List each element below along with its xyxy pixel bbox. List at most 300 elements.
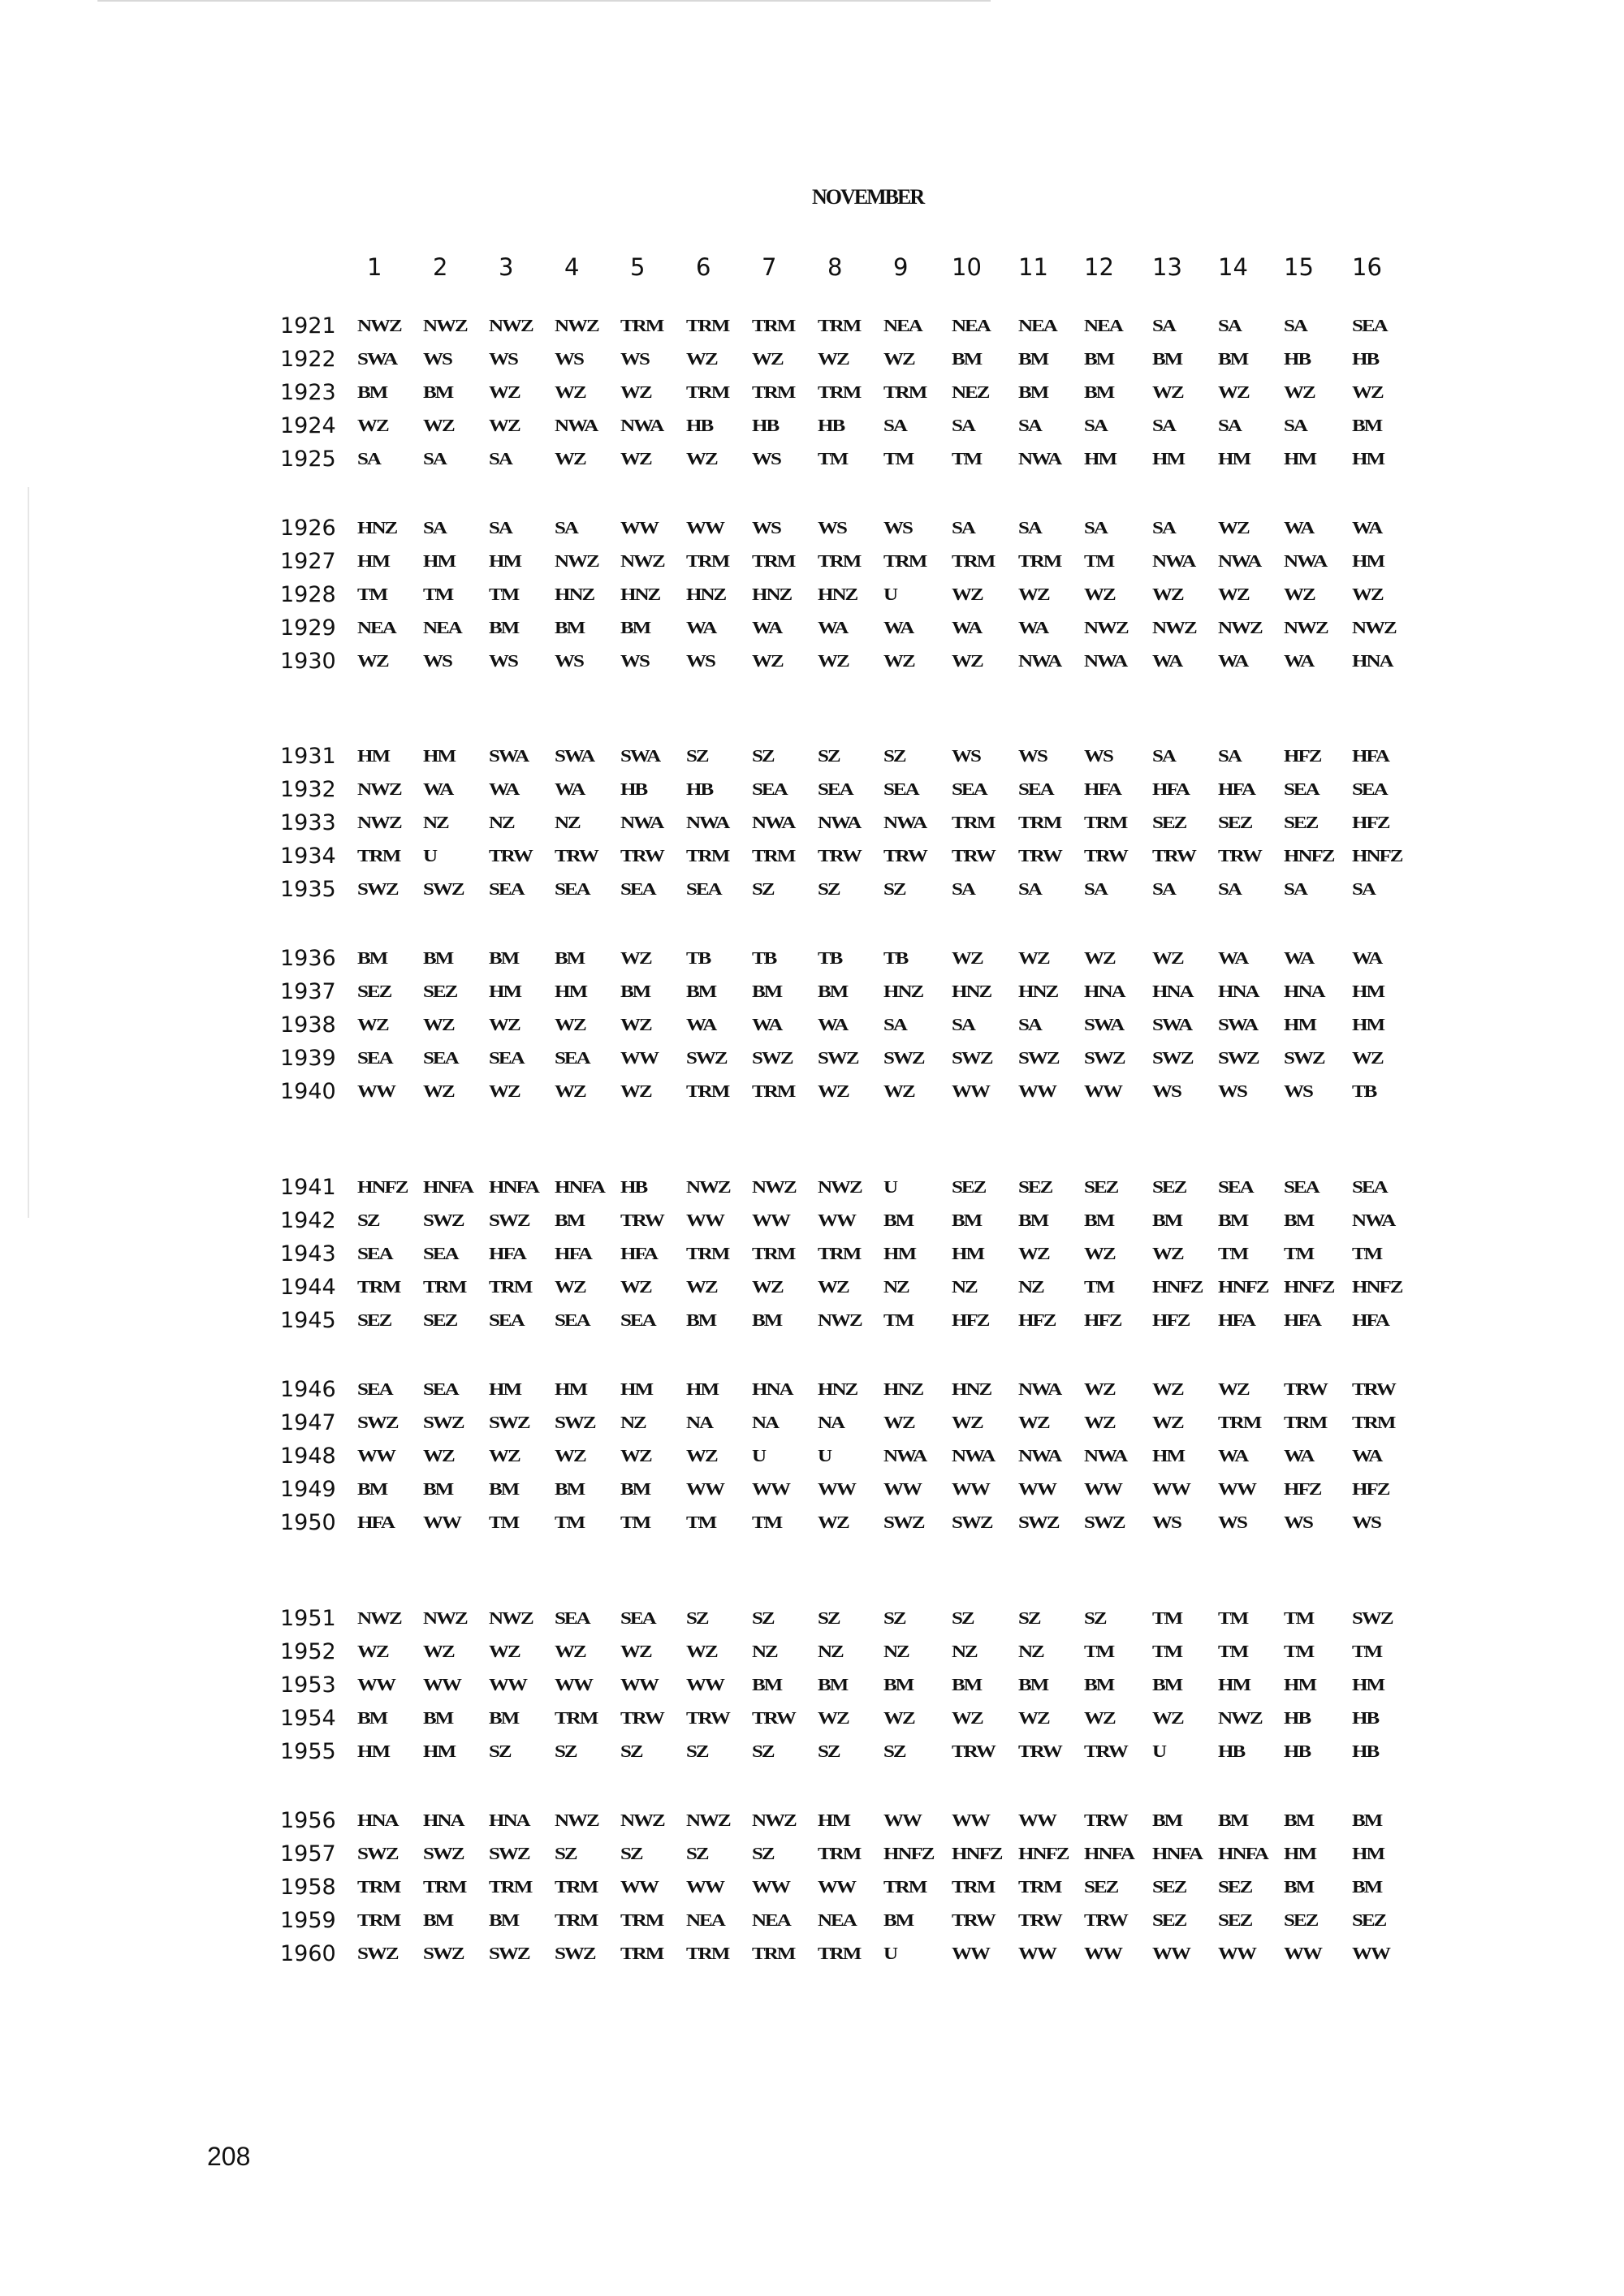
- weather-code-cell: WZ: [620, 949, 651, 968]
- weather-code-cell: TRM: [1284, 1413, 1327, 1432]
- weather-code-cell: NWZ: [423, 1609, 467, 1628]
- weather-code-cell: HM: [489, 1380, 521, 1399]
- weather-code-cell: SEA: [883, 780, 918, 799]
- weather-code-cell: NEA: [423, 619, 461, 637]
- weather-code-cell: WS: [1218, 1513, 1246, 1532]
- weather-code-cell: SWZ: [423, 1211, 464, 1230]
- weather-code-cell: TRM: [752, 383, 795, 402]
- weather-code-cell: SZ: [883, 1742, 905, 1761]
- weather-code-cell: TRW: [1084, 1811, 1127, 1830]
- weather-code-cell: TRW: [952, 1911, 995, 1930]
- weather-code-cell: SEA: [752, 780, 787, 799]
- weather-code-cell: WA: [686, 1016, 716, 1034]
- weather-code-cell: HM: [423, 552, 456, 571]
- weather-code-cell: HNZ: [818, 585, 857, 604]
- day-header: 2: [433, 253, 448, 281]
- weather-code-cell: BM: [555, 1211, 585, 1230]
- weather-code-cell: TRM: [752, 552, 795, 571]
- weather-code-cell: NWZ: [620, 1811, 664, 1830]
- weather-code-cell: WZ: [1352, 1049, 1383, 1068]
- weather-code-cell: NWA: [752, 814, 795, 832]
- weather-code-cell: TM: [1084, 1278, 1114, 1297]
- weather-code-cell: BM: [1084, 350, 1114, 369]
- weather-code-cell: SEA: [818, 780, 853, 799]
- weather-code-cell: BM: [423, 383, 453, 402]
- weather-code-cell: NWZ: [555, 552, 598, 571]
- weather-code-cell: HFA: [1218, 780, 1255, 799]
- weather-code-cell: WZ: [1218, 383, 1249, 402]
- weather-code-cell: SZ: [620, 1845, 642, 1863]
- weather-code-cell: WZ: [489, 1016, 520, 1034]
- weather-code-cell: SA: [423, 450, 446, 468]
- weather-code-cell: TRW: [1152, 847, 1195, 865]
- weather-code-cell: BM: [620, 1480, 650, 1499]
- weather-code-cell: TRM: [620, 317, 663, 335]
- year-label: 1931: [280, 744, 336, 769]
- weather-code-cell: SWZ: [1284, 1049, 1324, 1068]
- weather-code-cell: HM: [686, 1380, 719, 1399]
- year-label: 1957: [280, 1841, 336, 1867]
- weather-code-cell: BM: [883, 1911, 914, 1930]
- weather-code-cell: SWZ: [752, 1049, 793, 1068]
- weather-code-cell: HB: [1352, 1709, 1379, 1728]
- weather-code-cell: TM: [1152, 1609, 1182, 1628]
- weather-code-cell: HM: [357, 747, 390, 766]
- weather-code-cell: TRW: [555, 847, 598, 865]
- weather-code-cell: WZ: [1018, 949, 1049, 968]
- weather-code-cell: SEZ: [1152, 1878, 1186, 1897]
- day-header: 14: [1218, 253, 1248, 281]
- weather-code-cell: WZ: [1152, 949, 1183, 968]
- weather-code-cell: HFZ: [1152, 1311, 1190, 1330]
- weather-code-cell: BM: [555, 619, 585, 637]
- weather-code-cell: SZ: [818, 1609, 840, 1628]
- weather-code-cell: HM: [952, 1245, 984, 1263]
- weather-code-cell: NWA: [1018, 450, 1061, 468]
- weather-code-cell: SEA: [489, 1311, 524, 1330]
- weather-code-cell: HM: [1284, 1676, 1316, 1694]
- weather-code-cell: HNFA: [489, 1178, 538, 1197]
- weather-code-cell: WZ: [489, 1082, 520, 1101]
- weather-code-cell: SZ: [883, 747, 905, 766]
- weather-code-cell: SA: [423, 519, 446, 537]
- weather-code-cell: TM: [1084, 552, 1114, 571]
- weather-code-cell: SWZ: [686, 1049, 727, 1068]
- weather-code-cell: SWZ: [952, 1049, 992, 1068]
- weather-code-cell: WZ: [686, 1278, 717, 1297]
- month-title: NOVEMBER: [812, 185, 924, 209]
- weather-code-cell: HNFZ: [1152, 1278, 1203, 1297]
- year-label: 1946: [280, 1377, 336, 1402]
- weather-code-cell: BM: [1152, 1811, 1182, 1830]
- weather-code-cell: WA: [1018, 619, 1048, 637]
- weather-code-cell: WZ: [620, 1082, 651, 1101]
- weather-code-cell: HNA: [752, 1380, 793, 1399]
- weather-code-cell: TRM: [686, 847, 729, 865]
- weather-code-cell: SWZ: [357, 1944, 398, 1963]
- day-header: 1: [367, 253, 382, 281]
- day-header: 12: [1084, 253, 1114, 281]
- weather-code-cell: NZ: [620, 1413, 646, 1432]
- weather-code-cell: WW: [686, 1211, 723, 1230]
- page-number: 208: [207, 2142, 251, 2171]
- weather-code-cell: TRM: [818, 1845, 861, 1863]
- weather-code-cell: TRM: [883, 383, 926, 402]
- weather-code-cell: WA: [489, 780, 519, 799]
- weather-code-cell: WZ: [1284, 383, 1315, 402]
- weather-code-cell: NWZ: [555, 1811, 598, 1830]
- weather-code-cell: SEZ: [423, 1311, 457, 1330]
- weather-code-cell: SA: [952, 880, 974, 899]
- weather-code-cell: WW: [686, 1480, 723, 1499]
- year-label: 1926: [280, 516, 336, 541]
- weather-code-cell: WW: [555, 1676, 592, 1694]
- weather-code-cell: HNFZ: [1352, 1278, 1402, 1297]
- weather-code-cell: SEA: [1218, 1178, 1253, 1197]
- weather-code-cell: WZ: [1352, 585, 1383, 604]
- weather-code-cell: WA: [1284, 949, 1314, 968]
- weather-code-cell: HNZ: [752, 585, 792, 604]
- weather-code-cell: NWA: [1284, 552, 1327, 571]
- weather-code-cell: WW: [1218, 1944, 1255, 1963]
- weather-code-cell: NWA: [1084, 1447, 1127, 1465]
- day-header: 8: [827, 253, 843, 281]
- weather-code-cell: NWA: [1084, 652, 1127, 671]
- weather-code-cell: BM: [1084, 1676, 1114, 1694]
- year-label: 1950: [280, 1510, 336, 1535]
- weather-code-cell: NEA: [818, 1911, 856, 1930]
- weather-code-cell: TM: [1284, 1642, 1314, 1661]
- weather-code-cell: WW: [620, 1049, 658, 1068]
- weather-code-cell: SA: [1018, 519, 1041, 537]
- weather-code-cell: WZ: [357, 1016, 388, 1034]
- weather-code-cell: SEZ: [1018, 1178, 1052, 1197]
- weather-code-cell: WZ: [620, 450, 651, 468]
- weather-code-cell: WZ: [423, 1016, 454, 1034]
- weather-code-cell: NWZ: [1284, 619, 1328, 637]
- weather-code-cell: WZ: [489, 416, 520, 435]
- weather-code-cell: TRM: [423, 1878, 466, 1897]
- weather-code-cell: TRW: [489, 847, 532, 865]
- weather-code-cell: TRM: [818, 383, 861, 402]
- weather-code-cell: U: [883, 1178, 897, 1197]
- weather-code-cell: TM: [686, 1513, 716, 1532]
- weather-code-cell: NWZ: [1218, 619, 1262, 637]
- weather-code-cell: WZ: [818, 1278, 849, 1297]
- weather-code-cell: SWZ: [1084, 1513, 1125, 1532]
- weather-code-cell: WZ: [952, 1709, 983, 1728]
- weather-code-cell: SEA: [952, 780, 987, 799]
- weather-code-cell: SZ: [620, 1742, 642, 1761]
- weather-code-cell: HNA: [1152, 982, 1193, 1001]
- weather-code-cell: TRW: [1018, 1742, 1061, 1761]
- weather-code-cell: SZ: [686, 1742, 708, 1761]
- day-header: 5: [630, 253, 646, 281]
- weather-code-cell: WS: [818, 519, 846, 537]
- weather-code-cell: WA: [1284, 652, 1314, 671]
- weather-code-cell: SEA: [423, 1049, 458, 1068]
- weather-code-cell: SEZ: [1152, 1911, 1186, 1930]
- weather-code-cell: WA: [818, 1016, 848, 1034]
- weather-code-cell: TRM: [423, 1278, 466, 1297]
- weather-code-cell: HFA: [1152, 780, 1189, 799]
- weather-code-cell: HB: [1284, 350, 1311, 369]
- weather-code-cell: SZ: [883, 1609, 905, 1628]
- scan-margin-line: [28, 487, 29, 1218]
- weather-code-cell: NEA: [357, 619, 395, 637]
- weather-code-cell: WZ: [686, 1642, 717, 1661]
- weather-code-cell: TRM: [555, 1878, 598, 1897]
- weather-code-cell: BM: [1152, 350, 1182, 369]
- weather-code-cell: SA: [1284, 317, 1307, 335]
- weather-code-cell: TRW: [952, 1742, 995, 1761]
- weather-code-cell: SWZ: [489, 1211, 529, 1230]
- weather-code-cell: NWZ: [357, 780, 401, 799]
- weather-code-cell: TB: [883, 949, 908, 968]
- weather-code-cell: NWA: [1018, 1447, 1061, 1465]
- weather-code-cell: WW: [686, 1676, 723, 1694]
- weather-code-cell: NEA: [686, 1911, 724, 1930]
- weather-code-cell: WZ: [620, 1278, 651, 1297]
- weather-code-cell: HNA: [1352, 652, 1393, 671]
- weather-code-cell: SZ: [952, 1609, 974, 1628]
- weather-code-cell: WZ: [555, 1278, 585, 1297]
- weather-code-cell: HNFZ: [1284, 1278, 1334, 1297]
- weather-code-cell: TM: [423, 585, 453, 604]
- weather-code-cell: SZ: [752, 880, 774, 899]
- weather-code-cell: SZ: [555, 1742, 577, 1761]
- weather-code-cell: U: [883, 1944, 897, 1963]
- weather-code-cell: BM: [1352, 1878, 1382, 1897]
- weather-code-cell: WW: [620, 519, 658, 537]
- weather-code-cell: HNFZ: [952, 1845, 1002, 1863]
- weather-code-cell: WZ: [952, 585, 983, 604]
- weather-code-cell: WW: [357, 1447, 395, 1465]
- weather-code-cell: SEA: [620, 880, 655, 899]
- weather-code-cell: NWZ: [752, 1811, 796, 1830]
- day-header: 3: [499, 253, 514, 281]
- weather-code-cell: NWA: [952, 1447, 995, 1465]
- weather-code-cell: WW: [489, 1676, 526, 1694]
- weather-code-cell: WZ: [423, 1642, 454, 1661]
- weather-code-cell: SEA: [555, 1609, 590, 1628]
- weather-code-cell: WA: [555, 780, 585, 799]
- weather-code-cell: HM: [883, 1245, 916, 1263]
- weather-code-cell: U: [818, 1447, 831, 1465]
- weather-code-cell: NEA: [883, 317, 922, 335]
- weather-code-cell: TRM: [686, 383, 729, 402]
- weather-code-cell: WW: [752, 1211, 789, 1230]
- weather-code-cell: NWZ: [1152, 619, 1196, 637]
- weather-code-cell: NWZ: [489, 1609, 533, 1628]
- year-label: 1939: [280, 1046, 336, 1071]
- weather-code-cell: HM: [1352, 1016, 1384, 1034]
- weather-code-cell: NZ: [555, 814, 580, 832]
- weather-code-cell: HNA: [1218, 982, 1259, 1001]
- weather-code-cell: HNZ: [686, 585, 726, 604]
- weather-code-cell: SZ: [818, 1742, 840, 1761]
- year-label: 1929: [280, 615, 336, 641]
- weather-code-cell: HNZ: [883, 1380, 923, 1399]
- weather-code-cell: WA: [1152, 652, 1182, 671]
- weather-code-cell: BM: [818, 982, 848, 1001]
- weather-code-cell: SWZ: [555, 1413, 595, 1432]
- weather-code-cell: NWZ: [489, 317, 533, 335]
- weather-code-cell: HM: [1352, 450, 1384, 468]
- weather-code-cell: SWZ: [1218, 1049, 1259, 1068]
- weather-code-cell: WW: [1084, 1480, 1121, 1499]
- weather-code-cell: NEA: [952, 317, 990, 335]
- weather-code-cell: WS: [952, 747, 980, 766]
- weather-code-cell: BM: [423, 1911, 453, 1930]
- weather-code-cell: TRW: [1352, 1380, 1395, 1399]
- weather-code-cell: TB: [818, 949, 842, 968]
- weather-code-cell: TRM: [686, 1944, 729, 1963]
- weather-code-cell: HFA: [620, 1245, 657, 1263]
- weather-code-cell: HNZ: [357, 519, 397, 537]
- weather-code-cell: SEZ: [1084, 1878, 1118, 1897]
- weather-code-cell: WZ: [1084, 1245, 1115, 1263]
- weather-code-cell: TRM: [952, 1878, 995, 1897]
- year-label: 1951: [280, 1606, 336, 1631]
- weather-code-cell: SZ: [686, 747, 708, 766]
- weather-code-cell: WW: [620, 1878, 658, 1897]
- weather-code-cell: WW: [818, 1211, 855, 1230]
- weather-code-cell: TM: [489, 1513, 519, 1532]
- weather-code-cell: TRM: [818, 317, 861, 335]
- weather-code-cell: BM: [357, 1480, 387, 1499]
- weather-code-cell: HNFA: [555, 1178, 604, 1197]
- weather-code-cell: WZ: [686, 450, 717, 468]
- weather-code-cell: NWA: [1352, 1211, 1395, 1230]
- weather-code-cell: SEZ: [1152, 1178, 1186, 1197]
- weather-code-cell: SZ: [752, 747, 774, 766]
- weather-code-cell: WZ: [752, 350, 783, 369]
- weather-code-cell: SWZ: [423, 1413, 464, 1432]
- day-header: 6: [696, 253, 711, 281]
- weather-code-cell: NWZ: [555, 317, 598, 335]
- weather-code-cell: HNFA: [1152, 1845, 1202, 1863]
- weather-code-cell: WA: [1352, 949, 1382, 968]
- weather-code-cell: HFZ: [1284, 747, 1321, 766]
- weather-code-cell: NZ: [423, 814, 448, 832]
- year-label: 1928: [280, 582, 336, 607]
- weather-code-cell: U: [752, 1447, 766, 1465]
- weather-code-cell: HM: [357, 1742, 390, 1761]
- weather-code-cell: WZ: [620, 1642, 651, 1661]
- weather-code-cell: BM: [1018, 383, 1048, 402]
- weather-code-cell: WW: [952, 1082, 989, 1101]
- weather-code-cell: BM: [1018, 350, 1048, 369]
- year-label: 1960: [280, 1941, 336, 1966]
- year-label: 1933: [280, 810, 336, 835]
- weather-code-cell: TM: [1084, 1642, 1114, 1661]
- weather-code-cell: HM: [1084, 450, 1116, 468]
- weather-code-cell: TB: [686, 949, 710, 968]
- weather-code-cell: WZ: [686, 350, 717, 369]
- weather-code-cell: NA: [752, 1413, 779, 1432]
- weather-code-cell: SEA: [489, 1049, 524, 1068]
- weather-code-cell: WS: [686, 652, 715, 671]
- weather-code-cell: SA: [883, 416, 906, 435]
- weather-code-cell: TRM: [883, 1878, 926, 1897]
- year-label: 1932: [280, 777, 336, 802]
- weather-code-cell: SA: [952, 1016, 974, 1034]
- year-label: 1959: [280, 1908, 336, 1933]
- weather-code-cell: TM: [883, 450, 914, 468]
- weather-code-cell: HNFA: [423, 1178, 473, 1197]
- year-label: 1925: [280, 447, 336, 472]
- weather-code-cell: HM: [1218, 450, 1250, 468]
- weather-code-cell: NWZ: [620, 552, 664, 571]
- weather-code-cell: BM: [489, 949, 519, 968]
- weather-code-cell: NZ: [818, 1642, 843, 1661]
- year-label: 1927: [280, 549, 336, 574]
- weather-code-cell: SA: [1218, 747, 1241, 766]
- year-label: 1942: [280, 1208, 336, 1233]
- weather-code-cell: HNA: [423, 1811, 464, 1830]
- weather-code-cell: WZ: [818, 1709, 849, 1728]
- weather-code-cell: HM: [423, 747, 456, 766]
- weather-code-cell: SA: [952, 519, 974, 537]
- weather-code-cell: WZ: [1018, 1245, 1049, 1263]
- weather-code-cell: SEZ: [1152, 814, 1186, 832]
- weather-code-cell: SA: [1284, 416, 1307, 435]
- weather-code-cell: NWZ: [1352, 619, 1396, 637]
- weather-code-cell: WZ: [1218, 1380, 1249, 1399]
- weather-code-cell: NZ: [489, 814, 514, 832]
- weather-code-cell: WS: [555, 652, 583, 671]
- weather-code-cell: TRW: [1218, 847, 1261, 865]
- weather-code-cell: TRM: [686, 1082, 729, 1101]
- weather-code-cell: HNFZ: [1284, 847, 1334, 865]
- weather-code-cell: BM: [952, 1211, 982, 1230]
- weather-code-cell: SA: [1084, 416, 1107, 435]
- weather-code-cell: TB: [1352, 1082, 1376, 1101]
- weather-code-cell: NWZ: [818, 1178, 862, 1197]
- weather-code-cell: TRM: [620, 1911, 663, 1930]
- year-label: 1934: [280, 844, 336, 869]
- weather-code-cell: SA: [1018, 416, 1041, 435]
- weather-code-cell: SWZ: [1084, 1049, 1125, 1068]
- weather-code-cell: WZ: [1352, 383, 1383, 402]
- weather-code-cell: SZ: [818, 880, 840, 899]
- weather-code-cell: TM: [1284, 1245, 1314, 1263]
- weather-code-cell: BM: [686, 982, 716, 1001]
- weather-code-cell: HNZ: [952, 1380, 991, 1399]
- weather-code-cell: WS: [752, 450, 780, 468]
- weather-code-cell: SWZ: [489, 1944, 529, 1963]
- weather-code-cell: NWA: [1018, 1380, 1061, 1399]
- weather-code-cell: NZ: [952, 1278, 977, 1297]
- weather-code-cell: SEA: [357, 1049, 392, 1068]
- weather-code-cell: BM: [1352, 416, 1382, 435]
- weather-code-cell: SEA: [555, 880, 590, 899]
- weather-code-cell: WW: [1152, 1944, 1190, 1963]
- weather-code-cell: WW: [620, 1676, 658, 1694]
- weather-code-cell: SA: [1218, 880, 1241, 899]
- weather-code-cell: TM: [1218, 1642, 1248, 1661]
- weather-code-cell: SEA: [1018, 780, 1053, 799]
- weather-code-cell: NZ: [752, 1642, 777, 1661]
- weather-code-cell: WZ: [357, 416, 388, 435]
- year-label: 1952: [280, 1639, 336, 1664]
- weather-code-cell: TM: [1284, 1609, 1314, 1628]
- weather-code-cell: TM: [555, 1513, 585, 1532]
- weather-code-cell: SEZ: [1084, 1178, 1118, 1197]
- weather-code-cell: WZ: [489, 383, 520, 402]
- weather-code-cell: SWA: [1152, 1016, 1192, 1034]
